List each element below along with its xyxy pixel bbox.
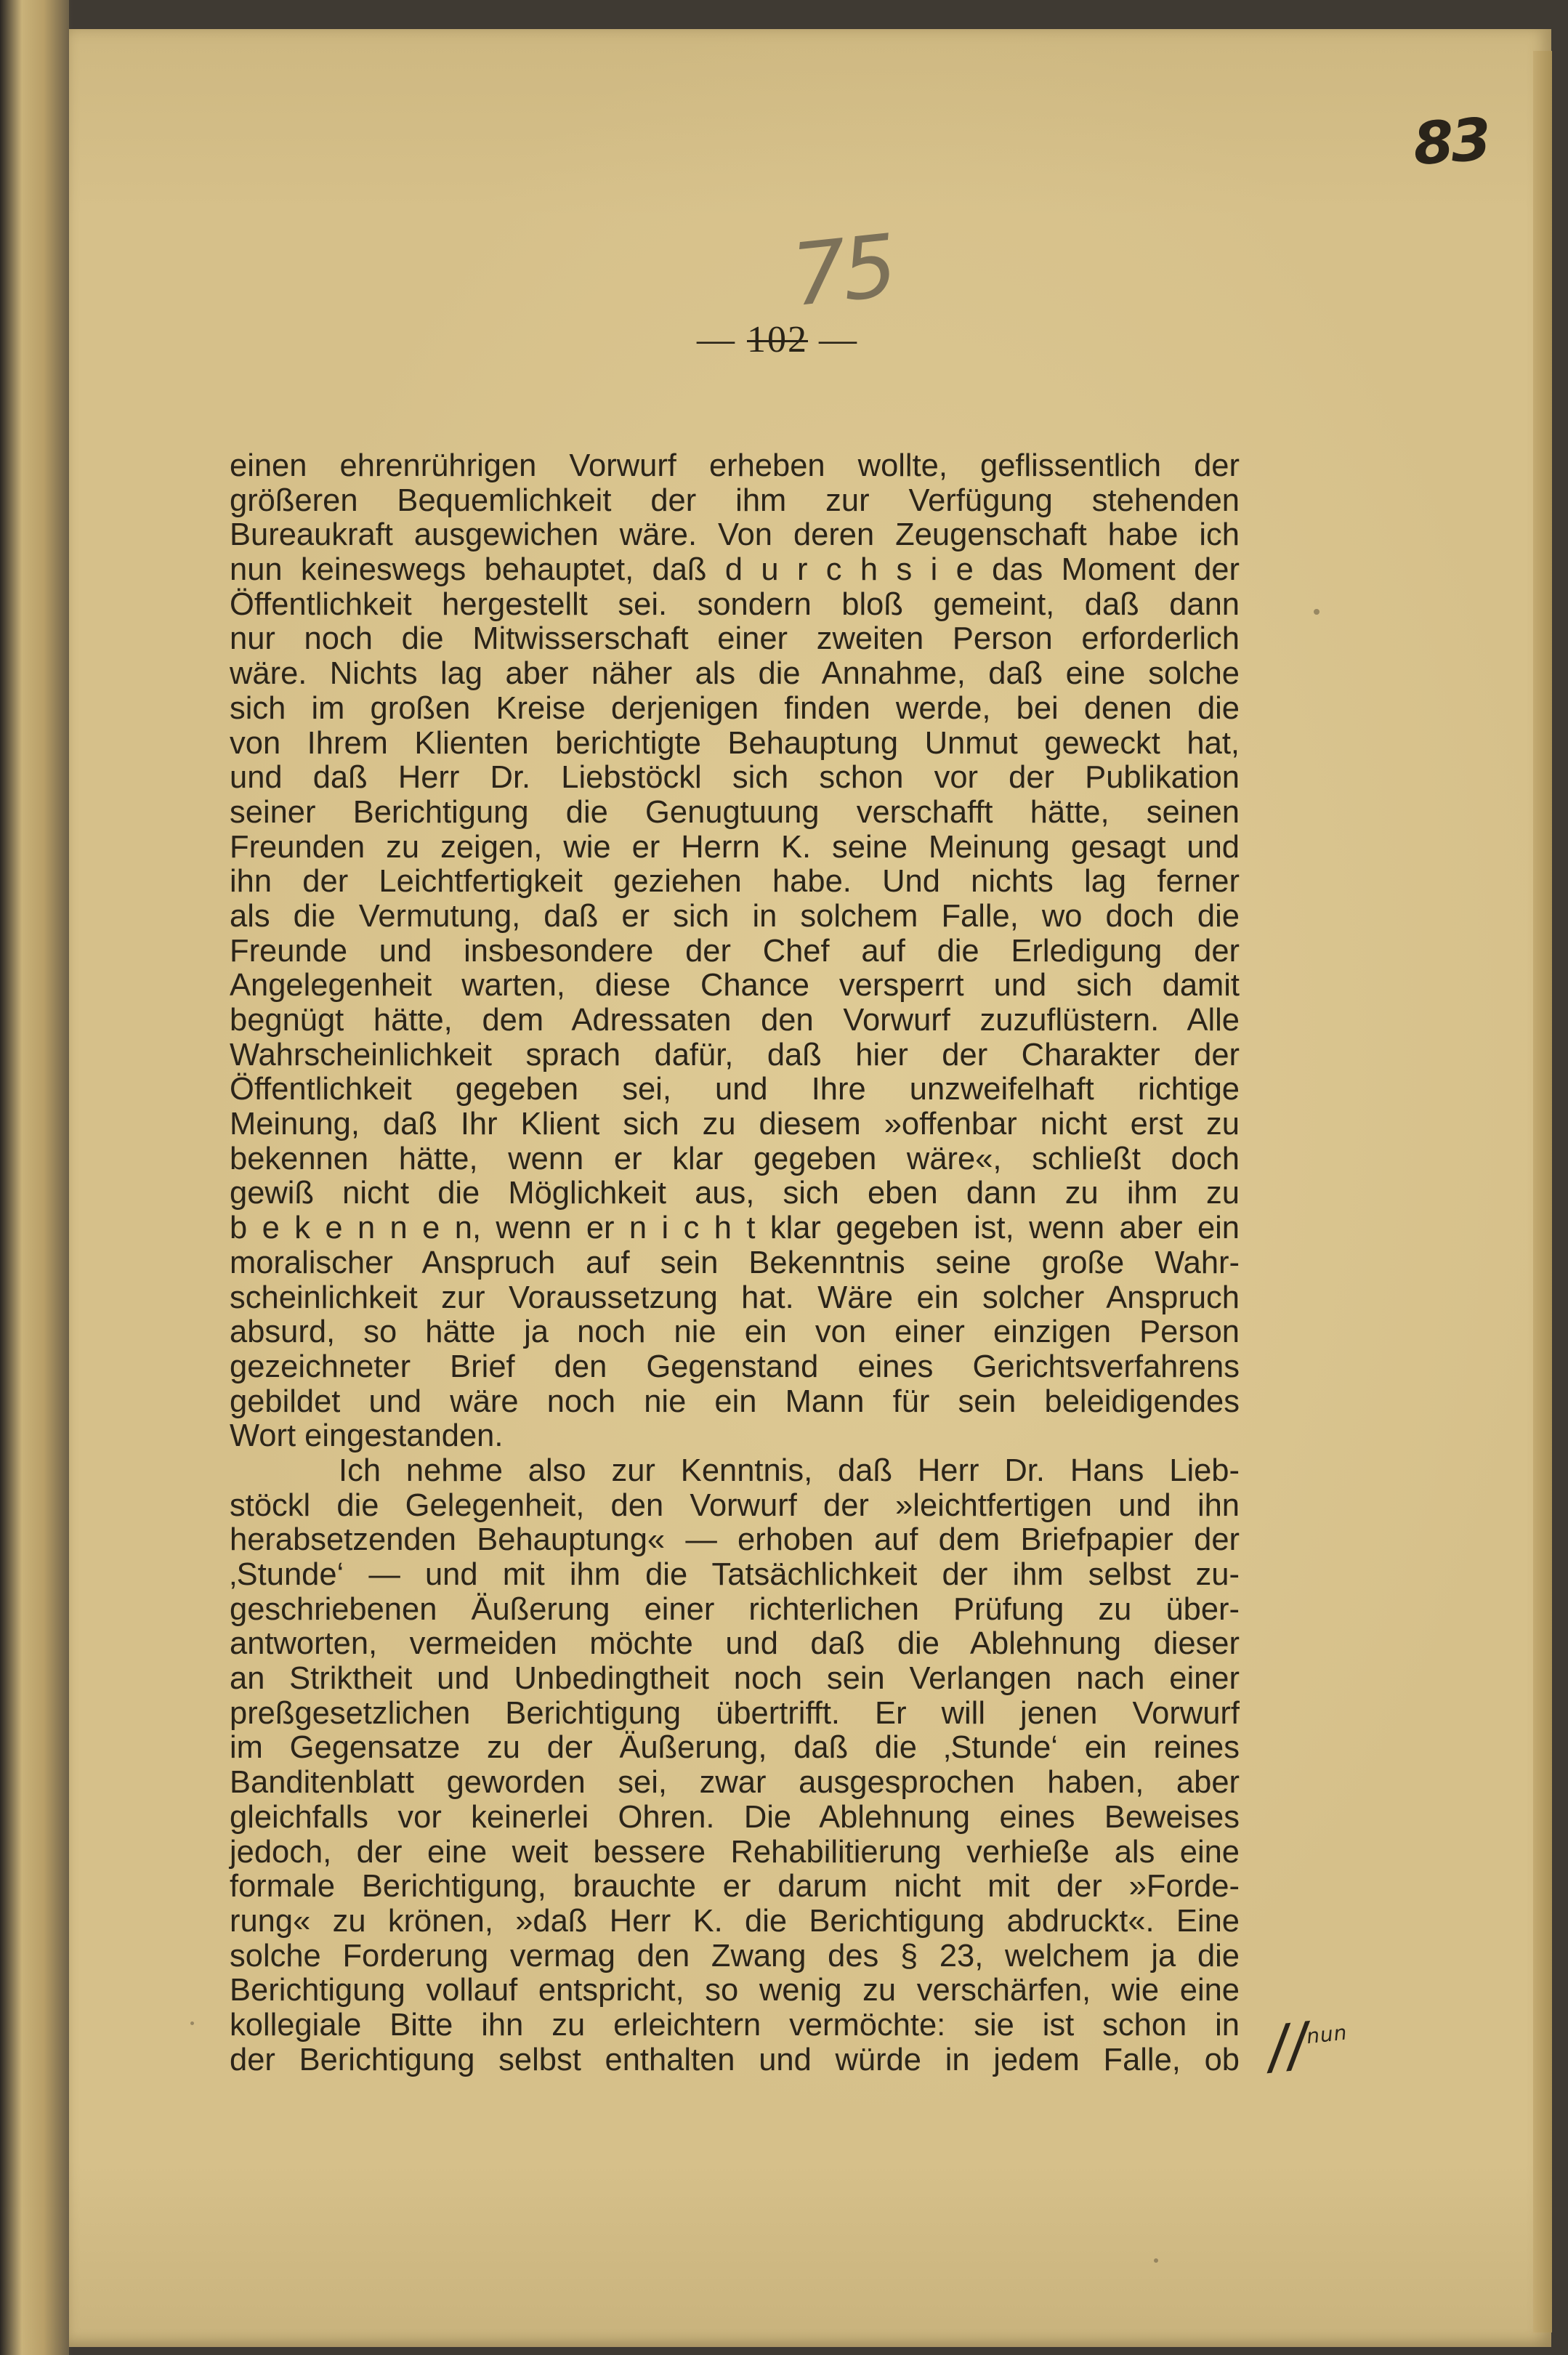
text-line: sich im großen Kreise derjenigen finden werde, bei denen die bbox=[230, 690, 1240, 726]
text-line: solche Forderung vermag den Zwang des § 23, welchem ja die bbox=[230, 1938, 1240, 1974]
text-line: seiner Berichtigung die Genugtuung verschafft hätte, seinen bbox=[230, 794, 1240, 830]
paper-speck bbox=[1314, 609, 1320, 615]
text-line: größeren Bequemlichkeit der ihm zur Verfügung stehenden bbox=[230, 482, 1240, 518]
text-line: nur noch die Mitwisserschaft einer zweiten Person erforderlich bbox=[230, 621, 1240, 657]
text-line: Öffentlichkeit hergestellt sei. sondern bloß gemeint, daß dann bbox=[230, 586, 1240, 622]
text-line: preßgesetzlichen Berichtigung übertrifft. Er will jenen Vorwurf bbox=[230, 1695, 1240, 1731]
book-binding-edge bbox=[0, 0, 69, 2355]
text-line: ihn der Leichtfertigkeit geziehen habe. Und nichts lag ferner bbox=[230, 864, 1240, 900]
text-line: jedoch, der eine weit bessere Rehabilitierung verhieße als eine bbox=[230, 1834, 1240, 1870]
text-line: im Gegensatze zu der Äußerung, daß die ‚Stunde‘ ein reines bbox=[230, 1730, 1240, 1766]
text-line: als die Vermutung, daß er sich in solchem Falle, wo doch die bbox=[230, 898, 1240, 934]
folio-number: 83 bbox=[1410, 105, 1491, 179]
text-line: an Striktheit und Unbedingtheit noch sein Verlangen nach einer bbox=[230, 1661, 1240, 1697]
page-number-dash-right: — bbox=[819, 319, 858, 360]
text-line: geschriebenen Äußerung einer richterlichen Prüfung zu über- bbox=[230, 1591, 1240, 1627]
text-line: gezeichneter Brief den Gegenstand eines Gerichtsverfahrens bbox=[230, 1349, 1240, 1384]
body-text bbox=[230, 449, 1240, 2077]
text-line: Wahrscheinlichkeit sprach dafür, daß hier der Charakter der bbox=[230, 1037, 1240, 1073]
text-line: herabsetzenden Behauptung« — erhoben auf dem Briefpapier der bbox=[230, 1522, 1240, 1558]
text-line: nun keineswegs behauptet, daß d u r c h s i e das Moment der bbox=[230, 552, 1240, 588]
text-line: gleichfalls vor keinerlei Ohren. Die Ablehnung eines Beweises bbox=[230, 1799, 1240, 1835]
text-line: einen ehrenrührigen Vorwurf erheben wollte, geflissentlich der bbox=[230, 448, 1240, 483]
text-line: Meinung, daß Ihr Klient sich zu diesem »offenbar nicht erst zu bbox=[230, 1107, 1240, 1142]
text-line: scheinlichkeit zur Voraussetzung hat. Wäre ein solcher Anspruch bbox=[230, 1280, 1240, 1315]
text-line: Angelegenheit warten, diese Chance versperrt und sich damit bbox=[230, 968, 1240, 1003]
text-line: antworten, vermeiden möchte und daß die Ablehnung dieser bbox=[230, 1626, 1240, 1662]
text-line: Bureaukraft ausgewichen wäre. Von deren Zeugenschaft habe ich bbox=[230, 517, 1240, 553]
text-line: begnügt hätte, dem Adressaten den Vorwurf zuzuflüstern. Alle bbox=[230, 1003, 1240, 1038]
text-line: stöckl die Gelegenheit, den Vorwurf der »leichtfertigen und ihn bbox=[230, 1487, 1240, 1523]
text-line: und daß Herr Dr. Liebstöckl sich schon vor der Publikation bbox=[230, 760, 1240, 796]
text-line: Öffentlichkeit gegeben sei, und Ihre unzweifelhaft richtige bbox=[230, 1072, 1240, 1107]
text-line: Banditenblatt geworden sei, zwar ausgesprochen haben, aber bbox=[230, 1765, 1240, 1801]
text-line: absurd, so hätte ja noch nie ein von einer einzigen Person bbox=[230, 1314, 1240, 1350]
text-line: Freunde und insbesondere der Chef auf die Erledigung der bbox=[230, 933, 1240, 969]
text-line: b e k e n n e n, wenn er n i c h t klar gegeben ist, wenn aber ein bbox=[230, 1211, 1240, 1246]
text-line: bekennen hätte, wenn er klar gegeben wäre«, schließt doch bbox=[230, 1141, 1240, 1176]
text-line: wäre. Nichts lag aber näher als die Annahme, daß eine solche bbox=[230, 656, 1240, 692]
margin-note-mark: // bbox=[1264, 2010, 1312, 2082]
text-line: moralischer Anspruch auf sein Bekenntnis seine große Wahr- bbox=[230, 1245, 1240, 1280]
paper-speck bbox=[190, 2021, 194, 2025]
text-line: gebildet und wäre noch nie ein Mann für sein beleidigendes bbox=[230, 1383, 1240, 1419]
page-number bbox=[639, 318, 916, 361]
text-line: Berichtigung vollauf entspricht, so wenig zu verschärfen, wie eine bbox=[230, 1973, 1240, 2008]
page-edge bbox=[1533, 51, 1552, 2332]
text-line: Freunden zu zeigen, wie er Herrn K. seine Meinung gesagt und bbox=[230, 829, 1240, 865]
pencil-page-number: 75 bbox=[787, 215, 898, 326]
paper-speck bbox=[1154, 2258, 1158, 2263]
margin-note-word: nun bbox=[1305, 2020, 1349, 2049]
page-number-value: 102 bbox=[747, 319, 808, 360]
text-line: gewiß nicht die Möglichkeit aus, sich eben dann zu ihm zu bbox=[230, 1176, 1240, 1211]
text-line: rung« zu krönen, »daß Herr K. die Berichtigung abdruckt«. Eine bbox=[230, 1903, 1240, 1939]
text-line: formale Berichtigung, brauchte er darum nicht mit der »Forde- bbox=[230, 1869, 1240, 1904]
page-number-dash-left: — bbox=[697, 319, 736, 360]
text-line: der Berichtigung selbst enthalten und würde in jedem Falle, ob bbox=[230, 2042, 1240, 2077]
text-line: von Ihrem Klienten berichtigte Behauptung Unmut geweckt hat, bbox=[230, 725, 1240, 761]
text-line: ‚Stunde‘ — und mit ihm die Tatsächlichkeit der ihm selbst zu- bbox=[230, 1557, 1240, 1592]
text-line: kollegiale Bitte ihn zu erleichtern vermöchte: sie ist schon in bbox=[230, 2007, 1240, 2043]
text-line: Ich nehme also zur Kenntnis, daß Herr Dr. Hans Lieb- bbox=[339, 1453, 1240, 1488]
text-line: Wort eingestanden. bbox=[230, 1418, 504, 1454]
